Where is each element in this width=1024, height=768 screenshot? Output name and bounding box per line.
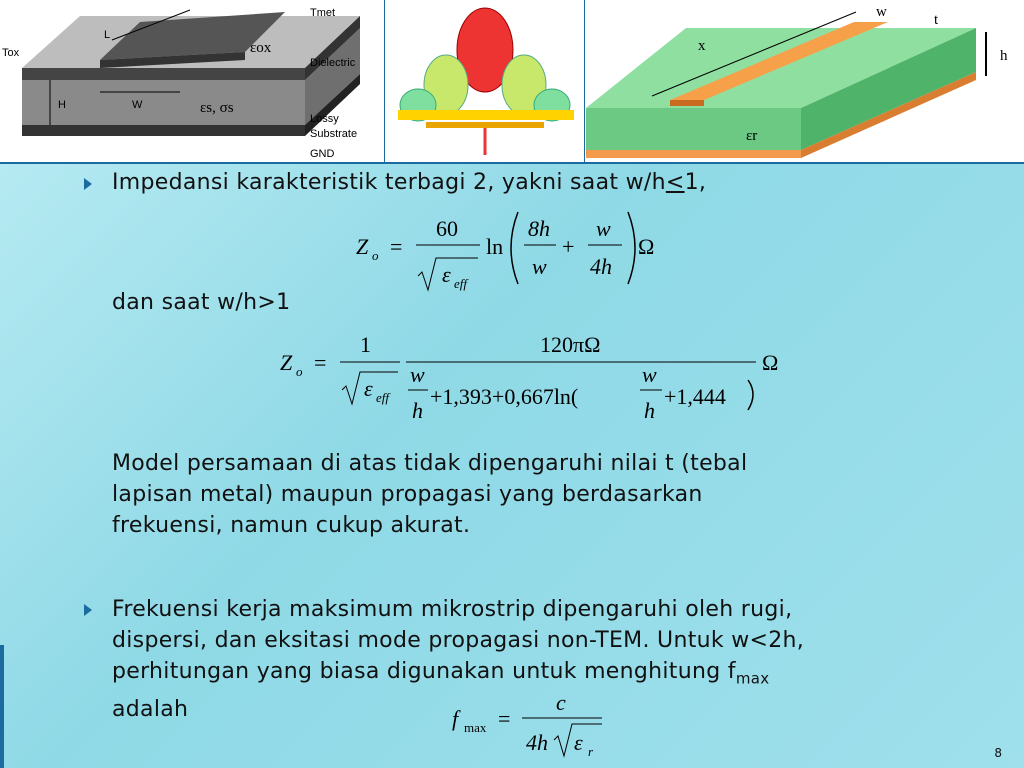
left-accent-bar (0, 645, 4, 768)
bullet-1-text: Impedansi karakteristik terbagi 2, yakni saat w/h<1, (112, 170, 707, 195)
svg-text:w: w (410, 362, 425, 387)
label-w: W (132, 99, 143, 111)
cross-section-figure (0, 0, 385, 162)
radiation-pattern-figure (386, 0, 585, 162)
bullet-arrow-icon (84, 604, 92, 616)
svg-text:h: h (644, 398, 655, 423)
svg-text:ln: ln (486, 234, 504, 259)
bullet-1-note: Model persamaan di atas tidak dipengaruhi nilai t (tebal lapisan metal) maupun propagasi yang berdasarkan frekuensi, namun cukup akurat. (112, 451, 748, 538)
svg-text:1: 1 (360, 332, 371, 357)
header-divider (0, 162, 1024, 164)
label-l: L (104, 29, 111, 41)
formula-fmax (444, 688, 614, 764)
svg-text:o: o (372, 248, 379, 263)
formula-z0-narrow (350, 206, 670, 296)
svg-text:o: o (296, 364, 303, 379)
label-eps-s: εs, σs (200, 100, 234, 116)
svg-text:8h: 8h (528, 216, 550, 241)
svg-text:c: c (556, 690, 566, 715)
label-t: t (934, 12, 939, 28)
svg-text:4h: 4h (526, 730, 548, 755)
formula-z0-wide (272, 328, 792, 432)
svg-text:r: r (588, 744, 594, 759)
svg-text:=: = (314, 350, 327, 375)
svg-text:Ω: Ω (638, 234, 655, 259)
label-eps-r: εr (746, 128, 758, 144)
bullet-arrow-icon (84, 178, 92, 190)
label-lossy: Lossy (310, 113, 339, 125)
svg-text:+: + (562, 234, 575, 259)
label-gnd: GND (310, 148, 335, 160)
svg-text:ε: ε (364, 376, 373, 401)
label-dielectric: Dielectric (310, 57, 356, 69)
svg-text:eff: eff (454, 276, 467, 291)
bullet-2-text: Frekuensi kerja maksimum mikrostrip dipengaruhi oleh rugi, dispersi, dan eksitasi mode propagasi non-TEM. Untuk w<2h, perhitungan yang biasa digunakan untuk menghitung $f_{max}$ adalah (112, 597, 805, 723)
svg-text:=: = (390, 234, 403, 259)
svg-text:Z: Z (356, 234, 369, 259)
page-number: 8 (994, 746, 1002, 760)
label-h: H (58, 99, 66, 111)
svg-text:eff: eff (376, 390, 389, 405)
label-eps-ox: εox (250, 40, 272, 56)
microstrip-3d-figure (586, 0, 1024, 162)
svg-text:+1,393+0,667ln(: +1,393+0,667ln( (430, 384, 579, 409)
label-h-3d: h (1000, 48, 1008, 64)
svg-text:60: 60 (436, 216, 458, 241)
svg-text:w: w (642, 362, 657, 387)
label-tox: Tox (2, 47, 20, 59)
svg-text:w: w (532, 254, 547, 279)
condition-wh-greater: dan saat w/h>1 (112, 290, 291, 315)
svg-text:+1,444: +1,444 (664, 384, 726, 409)
svg-text:w: w (596, 216, 611, 241)
svg-text:Ω: Ω (762, 350, 779, 375)
svg-text:Z: Z (280, 350, 293, 375)
label-substrate: Substrate (310, 128, 358, 140)
label-tmet: Tmet (310, 7, 336, 19)
svg-text:f: f (452, 706, 459, 731)
svg-text:120πΩ: 120πΩ (540, 332, 601, 357)
svg-text:ε: ε (574, 730, 583, 755)
svg-text:max: max (464, 720, 487, 735)
svg-text:ε: ε (442, 262, 451, 287)
label-x: x (698, 38, 706, 54)
svg-text:4h: 4h (590, 254, 612, 279)
label-w-top: w (876, 4, 887, 20)
svg-text:h: h (412, 398, 423, 423)
svg-text:=: = (498, 706, 511, 731)
